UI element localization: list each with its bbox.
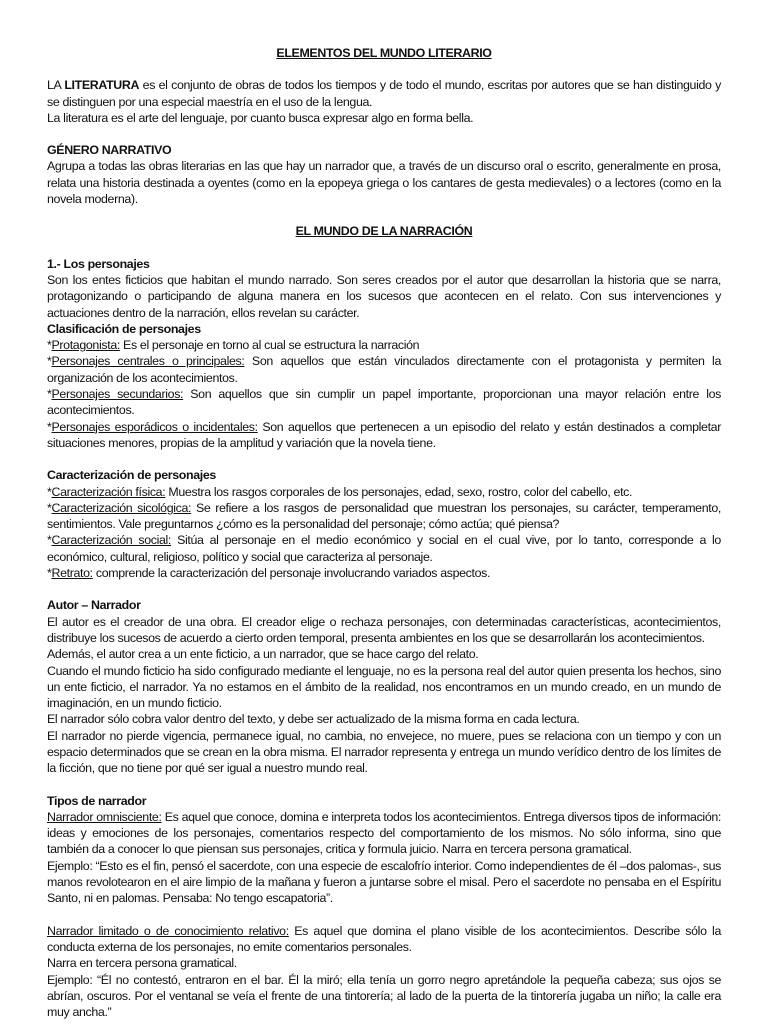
caract-text: Muestra los rasgos corporales de los personajes, edad, sexo, rostro, color del cabello, etc. — [165, 484, 633, 499]
autor-paragraph: El autor es el creador de una obra. El creador elige o rechaza personajes, con determinadas características, acontecimientos, distribuye los sucesos de acuerdo a cierto orden temporal, presenta ambientes en los que se desarrollarán los acontecimientos. — [47, 614, 721, 645]
autor-paragraph: El narrador no pierde vigencia, permanece igual, no cambia, no envejece, no muere, pues se relaciona con un tiempo y con un espacio determinados que se crean en la obra misma. El narrador representa y entrega un mundo verídico dentro de los límites de la ficción, que no tiene por qué ser igual a nuestro mundo real. — [47, 728, 721, 776]
caract-text: Sitúa al personaje en el medio económico y social en el cual vive, por lo tanto, corresponde a lo económico, cultural, religioso, político y social que caracteriza al personaje. — [47, 533, 721, 564]
intro-line2: La literatura es el arte del lenguaje, por cuanto busca expresar algo en forma bella. — [47, 110, 474, 125]
clasif-text: Son aquellos que están vinculados directamente con el protagonista y permiten la organización de los acontecimientos. — [47, 354, 721, 385]
autor-paragraph: Además, el autor crea a un ente ficticio, a un narrador, que se hace cargo del relato. — [47, 647, 479, 662]
limitado-text: Es aquel que domina el plano visible de los acontecimientos. Describe sólo la conducta externa de los personajes, no emite comentarios personales. — [47, 923, 721, 954]
page-title: ELEMENTOS DEL MUNDO LITERARIO — [276, 46, 492, 60]
genero-text: Agrupa a todas las obras literarias en las que hay un narrador que, a través de un discurso oral o escrito, generalmente en prosa, relata una historia destinada a oyentes (como en la epopeya griega o los cantares de gesta medievales) o a lectores (como en la novela moderna). — [47, 159, 721, 207]
genero-heading: GÉNERO NARRATIVO — [47, 143, 172, 158]
limitado-line2: Narra en tercera persona gramatical. — [47, 956, 237, 971]
tipos-heading: Tipos de narrador — [47, 793, 147, 808]
autor-heading: Autor – Narrador — [47, 598, 141, 613]
personajes-heading: 1.- Los personajes — [47, 256, 150, 271]
clasif-item: *Personajes secundarios: Son aquellos que sin cumplir un papel importante, proporcionan una mayor relación entre los acontecimientos. — [47, 387, 721, 418]
clasificacion-heading: Clasificación de personajes — [47, 321, 201, 336]
clasif-text: Son aquellos que pertenecen a un episodio del relato y están destinados a completar situaciones menores, propias de la amplitud y variación que la novela tiene. — [47, 419, 721, 450]
personajes-text: Son los entes ficticios que habitan el mundo narrado. Son seres creados por el autor que desarrollan la historia que se narra, protagonizando o participando de alguna manera en los sucesos que acontecen en el relato. Con sus intervenciones y actuaciones dentro de la narración, ellos revelan su carácter. — [47, 272, 721, 320]
intro-rest: es el conjunto de obras de todos los tiempos y de todo el mundo, escritas por autores que se han distinguido y se distinguen por una especial maestría en el uso de la lengua. — [47, 78, 721, 109]
omnisciente-paragraph — [47, 809, 721, 858]
caract-item: *Caracterización sicológica: Se refiere a los rasgos de personalidad que muestran los personajes, su carácter, temperamento, sentimientos. Vale preguntarnos ¿cómo es la personalidad del personaje; cómo actúa; qué piensa? — [47, 500, 721, 532]
omnisciente-label: Narrador omnisciente: — [47, 809, 162, 824]
clasif-item: *Protagonista: Es el personaje en torno al cual se estructura la narración — [47, 338, 420, 353]
caract-label: Caracterización social: — [51, 533, 172, 548]
autor-paragraph: El narrador sólo cobra valor dentro del texto, y debe ser actualizado de la misma forma en cada lectura. — [47, 712, 580, 727]
intro-lead: LA — [47, 78, 65, 93]
section-subtitle: EL MUNDO DE LA NARRACIÓN — [295, 224, 473, 239]
caract-text: comprende la caracterización del personaje involucrando variados aspectos. — [92, 566, 491, 581]
clasif-item: *Personajes esporádicos o incidentales: Son aquellos que pertenecen a un episodio del relato y están destinados a completar situaciones menores, propias de la amplitud y variación que la novela tiene. — [47, 419, 721, 450]
caract-label: Caracterización física: — [51, 484, 166, 499]
clasif-text: Es el personaje en torno al cual se estructura la narración — [119, 338, 420, 353]
limitado-label: Narrador limitado o de conocimiento relativo: — [47, 923, 289, 938]
clasif-label: Personajes esporádicos o incidentales: — [51, 419, 258, 434]
clasif-label: Personajes secundarios: — [51, 387, 184, 402]
caract-text: Se refiere a los rasgos de personalidad que muestran los personajes, su carácter, temperamento, sentimientos. Vale preguntarnos ¿cómo es la personalidad del personaje; cómo actúa; qué piensa? — [47, 500, 721, 532]
clasif-label: Protagonista: — [51, 338, 120, 353]
clasif-label: Personajes centrales o principales: — [51, 354, 245, 369]
autor-paragraph: Cuando el mundo ficticio ha sido configurado mediante el lenguaje, no es la persona real del autor quien presenta los hechos, sino un ente ficticio, el narrador. Ya no estamos en el ámbito de la realidad, nos encontramos en un mundo creado, en un mundo de imaginación, en un mundo ficticio. — [47, 663, 721, 711]
caract-item: *Caracterización social: Sitúa al personaje en el medio económico y social en el cual vive, por lo tanto, corresponde a lo económico, cultural, religioso, político y social que caracteriza al personaje. — [47, 533, 721, 564]
clasif-item: *Personajes centrales o principales: Son aquellos que están vinculados directamente con el protagonista y permiten la organización de los acontecimientos. — [47, 354, 721, 385]
omnisciente-text: Es aquel que conoce, domina e interpreta todos los acontecimientos. Entrega diversos tipos de información: ideas y emociones de los personajes, comentarios respecto del comportamiento de los mismos. No sólo informa, sino que también da a conocer lo que piensan sus personajes, critica y formula juicio. Narra en tercera persona gramatical. — [47, 809, 721, 857]
intro-bold-term: LITERATURA — [64, 78, 140, 93]
caract-item: *Caracterización física: Muestra los rasgos corporales de los personajes, edad, sexo, rostro, color del cabello, etc. — [47, 484, 633, 499]
limitado-example: Ejemplo: “Él no contestó, entraron en el bar. Él la miró; ella tenía un gorro negro apretándole la pequeña cabeza; sus ojos se abrían, oscuros. Por el ventanal se veía el frente de una tintorería; al lado de la puerta de la tintorería jugaba un niño; la calle era muy ancha.” — [47, 972, 721, 1020]
caract-item: *Retrato: comprende la caracterización del personaje involucrando variados aspectos. — [47, 566, 491, 581]
omnisciente-example: Ejemplo: “Esto es el fin, pensó el sacerdote, con una especie de escalofrío interior. Como independientes de él –dos palomas-, sus manos revolotearon en el aire limpio de la mañana y fueron a juntarse sobre el misal. Pero el sacerdote no pensaba en el Espíritu Santo, ni en palomas. Pensaba: No tengo escapatoria”. — [47, 858, 721, 906]
caract-label: Retrato: — [51, 566, 93, 581]
caracterizacion-heading: Caracterización de personajes — [47, 468, 216, 483]
intro-paragraph — [47, 77, 721, 110]
caract-label: Caracterización sicológica: — [51, 500, 192, 515]
limitado-paragraph — [47, 923, 721, 956]
clasif-text: Son aquellos que sin cumplir un papel importante, proporcionan una mayor relación entre los acontecimientos. — [47, 387, 721, 418]
